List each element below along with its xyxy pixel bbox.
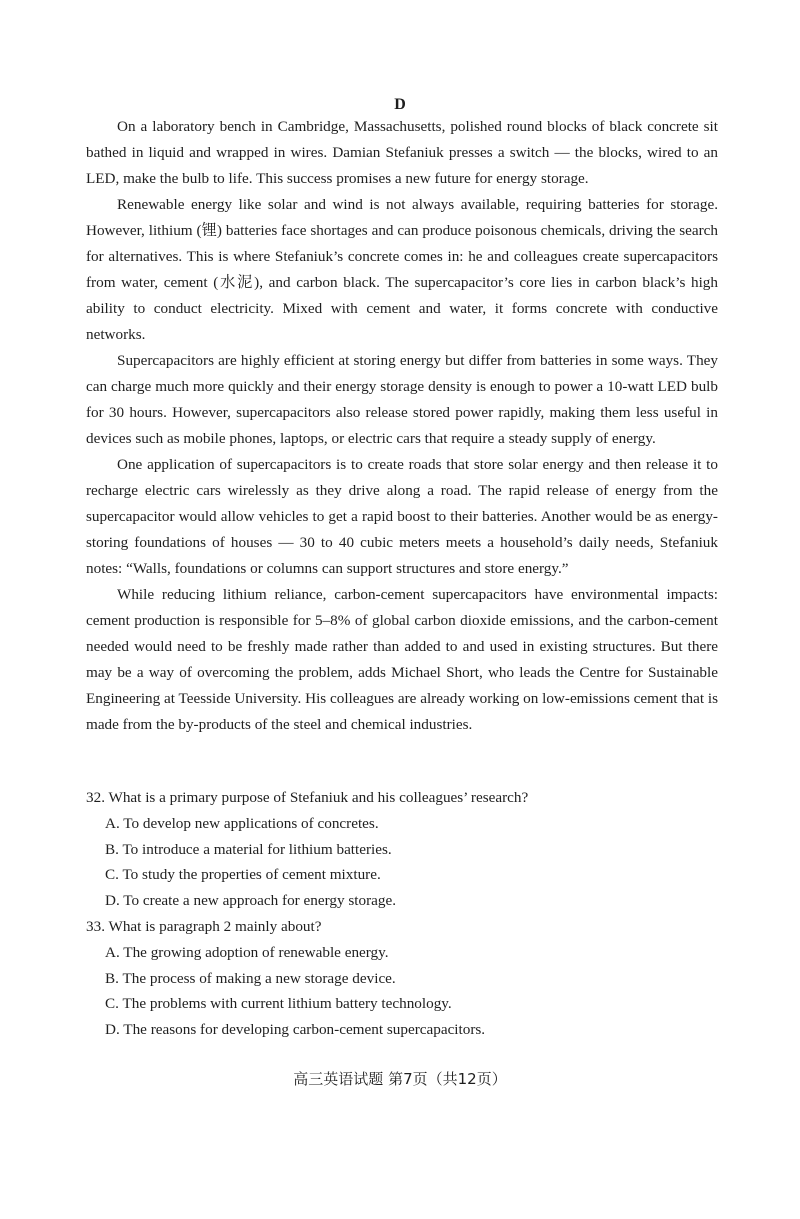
option-c: C. To study the properties of cement mixture. (105, 866, 381, 884)
option-d: D. The reasons for developing carbon-cement supercapacitors. (105, 1021, 486, 1039)
option-b: B. The process of making a new storage device. (105, 969, 396, 987)
passage-paragraph-4: One application of supercapacitors is to create roads that store solar energy and then release it to recharge electric cars wirelessly as they drive along a road. The rapid release of energy from the supercapacitor would allow vehicles to get a rapid boost to their batteries. Another would be as energy-storing foundations of houses — 30 to 40 cubic meters meets a household’s daily needs, Stefaniuk notes: “Walls, foundations or columns can support structures and store energy.” (86, 456, 718, 577)
answer-options (86, 940, 726, 1043)
answer-options (86, 811, 726, 914)
passage-paragraph-1: On a laboratory bench in Cambridge, Massachusetts, polished round blocks of black concrete sit bathed in liquid and wrapped in wires. Damian Stefaniuk presses a switch — the blocks, wired to an LED, make the bulb to life. This success promises a new future for energy storage. (86, 118, 718, 187)
option-c: C. The problems with current lithium battery technology. (105, 995, 452, 1013)
question-33 (86, 914, 726, 1043)
option-a: A. To develop new applications of concretes. (105, 814, 379, 832)
passage-paragraph-3: Supercapacitors are highly efficient at storing energy but differ from batteries in some ways. They can charge much more quickly and their energy storage density is enough to power a 10-watt LED bulb for 30 hours. However, supercapacitors also release stored power rapidly, making them less useful in devices such as mobile phones, laptops, or electric cars that require a steady supply of energy. (86, 352, 718, 447)
section-heading: D (394, 96, 406, 113)
option-d: D. To create a new approach for energy storage. (105, 892, 397, 910)
option-a: A. The growing adoption of renewable energy. (105, 943, 389, 961)
page-footer: 高三英语试题 第7页（共12页） (293, 1070, 507, 1088)
question-32 (86, 785, 726, 914)
question-stem: 33. What is paragraph 2 mainly about? (86, 917, 322, 935)
question-section (86, 785, 726, 1043)
reading-passage (86, 114, 718, 738)
passage-paragraph-5: While reducing lithium reliance, carbon-cement supercapacitors have environmental impacts: cement production is responsible for 5–8% of global carbon dioxide emissions, and the carbon-cement needed would need to be freshly made rather than added to and used in existing structures. But there may be a way of overcoming the problem, adds Michael Short, who leads the Centre for Sustainable Engineering at Teesside University. His colleagues are already working on low-emissions cement that is made from the by-products of the steel and chemical industries. (86, 586, 718, 733)
option-b: B. To introduce a material for lithium batteries. (105, 840, 392, 858)
question-stem: 32. What is a primary purpose of Stefaniuk and his colleagues’ research? (86, 789, 529, 806)
passage-paragraph-2: Renewable energy like solar and wind is not always available, requiring batteries for storage. However, lithium (锂) batteries face shortages and can produce poisonous chemicals, driving the search for alternatives. This is where Stefaniuk’s concrete comes in: he and colleagues create supercapacitors from water, cement (水泥), and carbon black. The supercapacitor’s core lies in carbon black’s high ability to conduct electricity. Mixed with cement and water, it forms concrete with conductive networks. (86, 196, 718, 343)
